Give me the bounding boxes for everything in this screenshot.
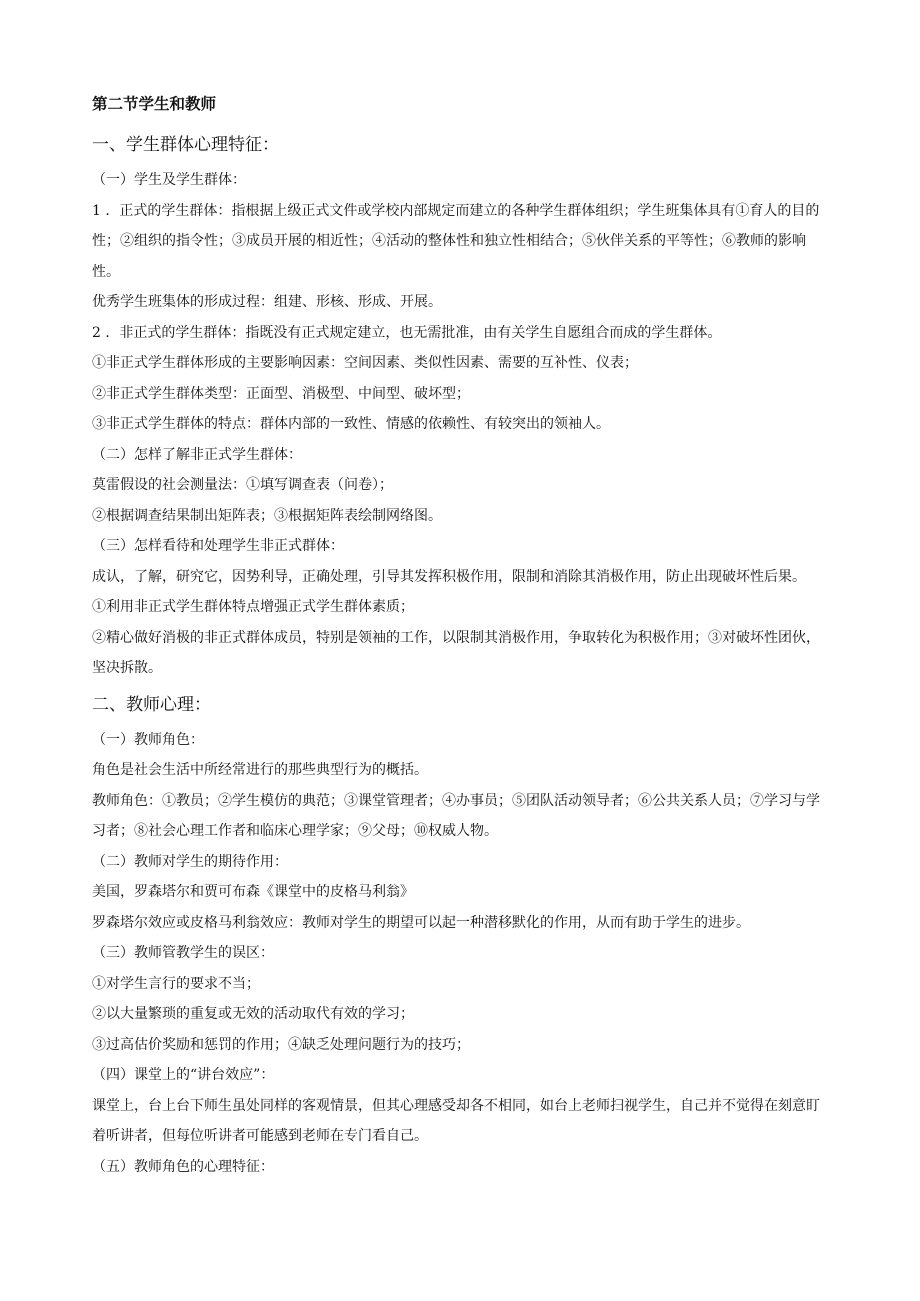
paragraph: ①利用非正式学生群体特点增强正式学生群体素质； <box>92 599 414 615</box>
subheading: （三）怎样看待和处理学生非正式群体： <box>92 538 344 554</box>
paragraph: 罗森塔尔效应或皮格马利翁效应：教师对学生的期望可以起一种潜移默化的作用，从而有助于学生的进步。 <box>92 914 750 931</box>
paragraph: ①非正式学生群体形成的主要影响因素：空间因素、类似性因素、需要的互补性、仪表； <box>92 355 638 371</box>
subheading: （一）教师角色： <box>92 731 204 748</box>
heading-teacher-psychology: 二、教师心理： <box>92 694 211 715</box>
subheading: （二）教师对学生的期待作用： <box>92 853 288 870</box>
subheading: （一）学生及学生群体： <box>92 172 246 188</box>
paragraph: 1 ．正式的学生群体：指根据上级正式文件或学校内部规定而建立的各种学生群体组织；学生班集体具有①育人的目的性；②组织的指令性；③成员开展的相近性；④活动的整体性和独立性相结合；⑤伙伴关系的平等性；⑥教师的影响性。 <box>92 202 820 280</box>
subheading: （五）教师角色的心理特征： <box>92 1158 274 1175</box>
paragraph: ①对学生言行的要求不当； <box>92 975 260 992</box>
paragraph: ③过高估价奖励和惩罚的作用；④缺乏处理问题行为的技巧； <box>92 1036 470 1053</box>
subheading: （三）教师管教学生的误区： <box>92 945 274 961</box>
paragraph: 莫雷假设的社会测量法：①填写调查表（问卷）； <box>92 477 393 493</box>
heading-student-groups: 一、学生群体心理特征： <box>92 135 279 155</box>
paragraph: 角色是社会生活中所经常进行的那些典型行为的概括。 <box>92 762 428 778</box>
paragraph: ③非正式学生群体的特点：群体内部的一致性、情感的依赖性、有较突出的领袖人。 <box>92 416 610 432</box>
paragraph: 教师角色：①教员；②学生模仿的典范；③课堂管理者；④办事员；⑤团队活动领导者；⑥公共关系人员；⑦学习与学习者；⑧社会心理工作者和临床心理学家；⑨父母；⑩权威人物。 <box>92 792 820 839</box>
subheading: （四）课堂上的“讲台效应”： <box>92 1067 275 1083</box>
paragraph: 2 ．非正式的学生群体：指既没有正式规定建立，也无需批准，由有关学生自愿组合而成的学生群体。 <box>92 324 722 341</box>
paragraph: 课堂上，台上台下师生虽处同样的客观情景，但其心理感受却各不相同，如台上老师扫视学生，自己并不觉得在刻意盯着听讲者，但每位听讲者可能感到老师在专门看自己。 <box>92 1097 820 1144</box>
paragraph: ②根据调查结果制出矩阵表；③根据矩阵表绘制网络图。 <box>92 507 442 524</box>
paragraph: 成认，了解，研究它，因势利导，正确处理，引导其发挥积极作用，限制和消除其消极作用，防止出现破坏性后果。 <box>92 568 806 585</box>
paragraph: ②非正式学生群体类型：正面型、消极型、中间型、破坏型； <box>92 385 470 402</box>
subheading: （二）怎样了解非正式学生群体： <box>92 446 302 463</box>
document-page <box>92 92 832 1182</box>
paragraph: ②精心做好消极的非正式群体成员，特别是领袖的工作，以限制其消极作用，争取转化为积极作用；③对破坏性团伙，坚决拆散。 <box>92 629 820 676</box>
paragraph: 美国，罗森塔尔和贾可布森《课堂中的皮格马利翁》 <box>92 884 414 900</box>
paragraph: 优秀学生班集体的形成过程：组建、形核、形成、开展。 <box>92 294 442 310</box>
paragraph: ②以大量繁琐的重复或无效的活动取代有效的学习； <box>92 1006 414 1022</box>
section-title: 第二节学生和教师 <box>92 95 217 113</box>
